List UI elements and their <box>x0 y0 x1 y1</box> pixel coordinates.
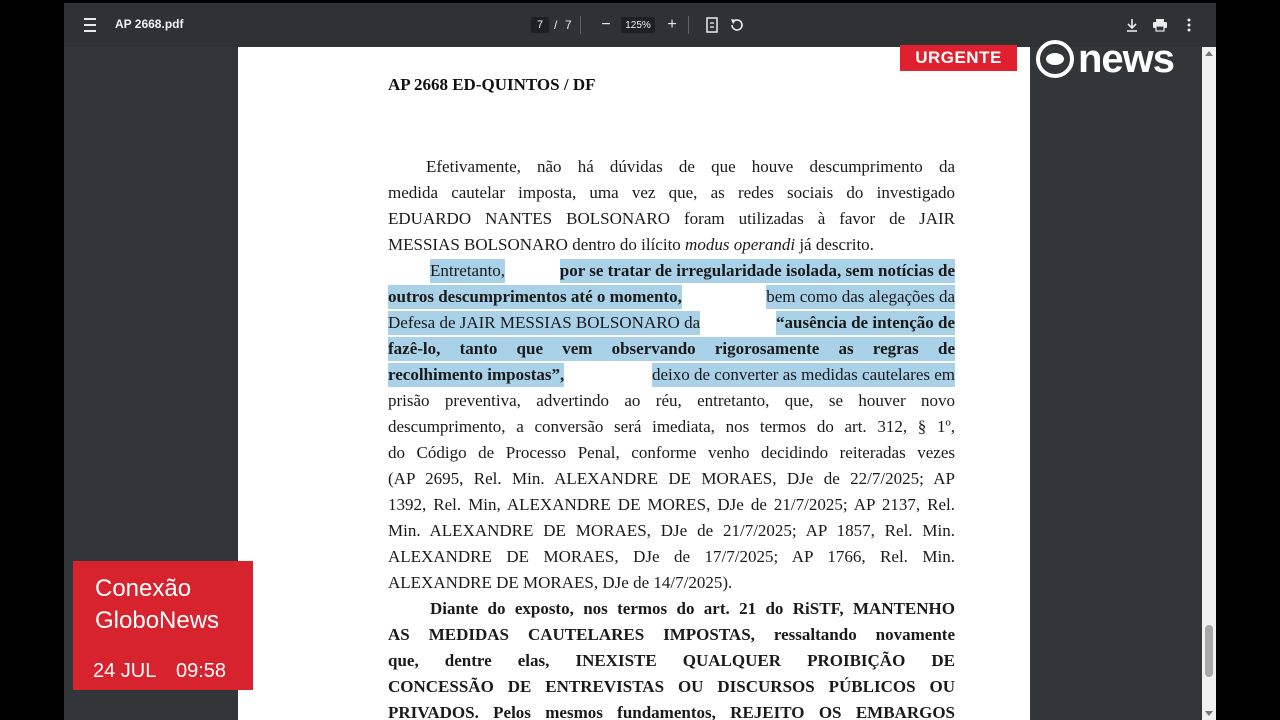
text-line <box>430 259 955 283</box>
highlighted-text: “ausência de intenção de <box>776 311 955 335</box>
text-line: Efetivamente, não há dúvidas de que houve descumprimento da <box>426 157 955 176</box>
text-line <box>388 363 955 387</box>
text-line: CONCESSÃO DE ENTREVISTAS OU DISCURSOS PÚBLICOS OU <box>388 677 955 696</box>
text-line <box>388 311 955 335</box>
pdf-page <box>238 47 1030 720</box>
text-line: Min. ALEXANDRE DE MORAES, DJe de 21/7/2025; AP 1857, Rel. Min. <box>388 521 955 540</box>
highlighted-text: recolhimento impostas”, <box>388 363 564 387</box>
scroll-up-icon[interactable] <box>1205 51 1213 56</box>
document-header: AP 2668 ED-QUINTOS / DF <box>388 75 596 94</box>
text-line: que, dentre elas, INEXISTE QUALQUER PROIBIÇÃO DE <box>388 651 955 670</box>
text-line <box>388 285 955 309</box>
highlighted-text: outros descumprimentos até o momento, <box>388 285 682 309</box>
program-title-line-2: GloboNews <box>95 607 220 634</box>
broadcast-date: 24 JUL <box>93 660 157 682</box>
text-line: PRIVADOS. Pelos mesmos fundamentos, REJEITO OS EMBARGOS <box>388 703 955 720</box>
text-line: ALEXANDRE DE MORAES, DJe de 14/7/2025). <box>388 573 733 592</box>
text-line: prisão preventiva, advertindo ao réu, entretanto, que, se houver novo <box>388 391 955 410</box>
highlighted-text: Defesa de JAIR MESSIAS BOLSONARO da <box>388 311 700 335</box>
text-line: MESSIAS BOLSONARO dentro do ilícito modus operandi já descrito. <box>388 235 874 254</box>
toolbar-divider <box>580 16 581 34</box>
highlighted-text: fazê-lo, tanto que vem observando rigorosamente as regras de <box>388 337 955 361</box>
page-separator: / <box>554 18 558 32</box>
urgent-badge: URGENTE <box>900 45 1017 71</box>
rotate-icon[interactable] <box>725 13 749 37</box>
highlighted-text: por se tratar de irregularidade isolada, sem notícias de <box>560 259 955 283</box>
brand-text: news <box>1078 37 1175 81</box>
zoom-out-icon[interactable]: − <box>601 16 611 33</box>
zoom-level-input[interactable]: 125% <box>621 17 655 33</box>
page-number-input[interactable]: 7 <box>531 17 549 33</box>
globo-logo-icon <box>1036 40 1074 78</box>
highlighted-text: bem como das alegações da <box>766 285 955 309</box>
text-line: (AP 2695, Rel. Min. ALEXANDRE DE MORAES, DJe de 22/7/2025; AP <box>388 469 955 488</box>
text-line: ALEXANDRE DE MORAES, DJe de 17/7/2025; AP 1766, Rel. Min. <box>388 547 955 566</box>
text-line: medida cautelar imposta, uma vez que, as redes sociais do investigado <box>388 183 955 202</box>
broadcast-time: 09:58 <box>176 660 227 682</box>
toolbar-divider <box>688 16 689 34</box>
highlighted-text: Entretanto, <box>430 259 505 283</box>
download-icon[interactable] <box>1120 13 1144 37</box>
print-icon[interactable] <box>1148 13 1172 37</box>
scrollbar-thumb[interactable] <box>1205 625 1213 677</box>
program-title-line-1: Conexão <box>95 575 192 602</box>
text-line: AS MEDIDAS CAUTELARES IMPOSTAS, ressaltando novamente <box>388 625 955 644</box>
program-lower-third <box>73 561 253 690</box>
text-line: do Código de Processo Penal, conforme venho decidindo reiteradas vezes <box>388 443 955 462</box>
more-options-icon[interactable] <box>1177 13 1201 37</box>
globonews-logo <box>1036 39 1174 79</box>
text-line: descumprimento, a conversão será imediata, nos termos do art. 312, § 1º, <box>388 417 955 436</box>
menu-icon[interactable] <box>78 13 102 37</box>
text-line: EDUARDO NANTES BOLSONARO foram utilizadas à favor de JAIR <box>388 209 955 228</box>
zoom-in-icon[interactable]: + <box>667 16 677 33</box>
page-total: 7 <box>565 18 572 32</box>
scroll-down-icon[interactable] <box>1205 711 1213 716</box>
vertical-scrollbar[interactable] <box>1202 47 1216 720</box>
highlighted-text: deixo de converter as medidas cautelares em <box>652 363 955 387</box>
fit-to-page-icon[interactable] <box>700 13 724 37</box>
text-line: 1392, Rel. Min, ALEXANDRE DE MORES, DJe de 21/7/2025; AP 2137, Rel. <box>388 495 955 514</box>
text-line: Diante do exposto, nos termos do art. 21 do RiSTF, MANTENHO <box>430 599 955 618</box>
document-title: AP 2668.pdf <box>115 17 184 31</box>
